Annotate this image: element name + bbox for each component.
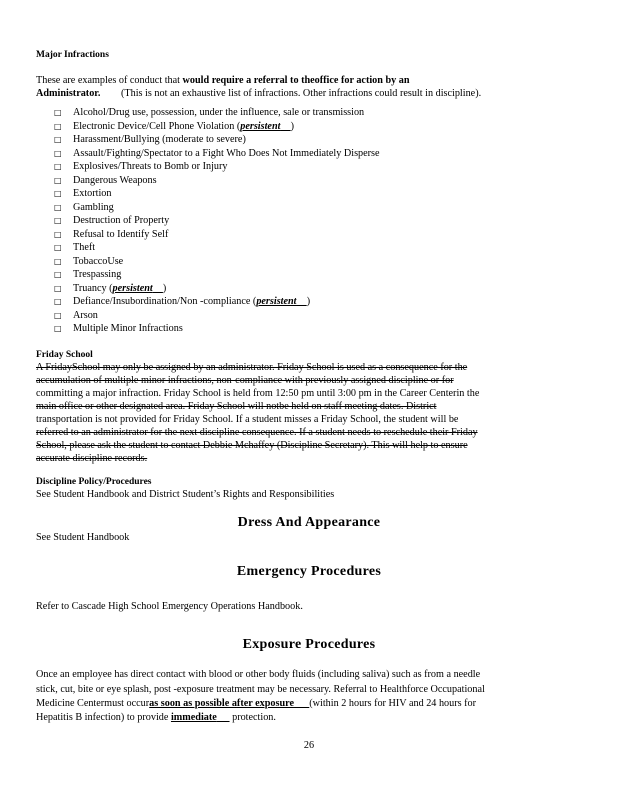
infraction-text: Electronic Device/Cell Phone Violation (persistent ): [73, 120, 295, 132]
exposure-text-a: Medicine Centermust occur: [36, 698, 150, 709]
bullet-box-icon: □: [54, 162, 62, 171]
bullet-box-icon: □: [54, 243, 62, 252]
bullet-box-icon: □: [54, 216, 62, 225]
infraction-text: Assault/Fighting/Spectator to a Fight Who Does Not Immediately Disperse: [73, 147, 380, 159]
bullet-box-icon: □: [54, 270, 62, 279]
infraction-text: Multiple Minor Infractions: [73, 323, 183, 334]
infraction-text: Destruction of Property: [73, 215, 170, 226]
exposure-text-c: (within 2 hours for HIV and 24 hours for: [309, 698, 477, 709]
friday-school-heading: Friday School: [36, 350, 93, 360]
persistent-emphasis: persistent: [256, 296, 297, 307]
friday-line-1: A FridaySchool may only be assigned by an administrator. Friday School is used as a consequence for the: [36, 362, 468, 373]
friday-line-5: transportation is not provided for Friday School. If a student misses a Friday School, the student will be: [36, 414, 459, 425]
dress-text: See Student Handbook: [36, 532, 130, 543]
page-number: 26: [303, 740, 315, 751]
exposure-immediate: immediate: [170, 712, 217, 723]
infraction-text: Gambling: [73, 201, 114, 213]
major-infractions-heading: Major Infractions: [36, 50, 109, 60]
friday-line-7: School, please ask the student to contact Debbie Mchaffey (Discipline Secretary). This will help to ensure: [36, 440, 468, 451]
persistent-emphasis: persistent: [240, 120, 281, 132]
dress-appearance-title: Dress And Appearance: [237, 515, 381, 530]
persistent-emphasis: persistent: [112, 282, 153, 294]
intro-note: (This is not an exhaustive list of infractions. Other infractions could result in discipline).: [120, 88, 482, 99]
intro-text: These are examples of conduct that: [36, 75, 183, 86]
infraction-text: Alcohol/Drug use, possession, under the influence, sale or transmission: [73, 107, 365, 118]
major-intro-line-1: [36, 75, 410, 87]
emergency-text: Refer to Cascade High School Emergency Operations Handbook.: [36, 601, 303, 612]
bullet-box-icon: □: [54, 324, 62, 333]
bullet-box-icon: □: [54, 121, 62, 131]
infraction-text: Theft: [73, 242, 96, 253]
bullet-box-icon: □: [54, 175, 62, 185]
infraction-text: Explosives/Threats to Bomb or Injury: [73, 161, 228, 172]
exposure-asap: as soon as possible after exposure: [149, 698, 294, 709]
bullet-box-icon: □: [54, 229, 62, 239]
infraction-text: Refusal to Identify Self: [73, 228, 169, 240]
exposure-line-4: [36, 712, 276, 724]
bullet-box-icon: □: [54, 189, 62, 198]
infraction-text: Arson: [73, 309, 98, 321]
bullet-box-icon: □: [54, 148, 62, 158]
friday-line-6: referred to an administrator for the next discipline consequence. If a student needs to reschedule their Friday: [36, 427, 478, 438]
bullet-box-icon: □: [54, 297, 62, 306]
bullet-box-icon: □: [54, 256, 62, 266]
friday-line-2: accumulation of multiple minor infractions, non-compliance with previously assigned discipline or for: [36, 375, 454, 386]
friday-line-4: main office or other designated area. Friday School will notbe held on staff meeting dates. District: [36, 401, 437, 412]
infraction-text: TobaccoUse: [73, 255, 124, 267]
infraction-text: Trespassing: [73, 269, 122, 280]
infraction-text: Extortion: [73, 188, 112, 199]
infraction-text: Dangerous Weapons: [73, 174, 157, 186]
exposure-procedures-title: Exposure Procedures: [242, 637, 376, 652]
emergency-procedures-title: Emergency Procedures: [236, 564, 382, 579]
bullet-box-icon: □: [54, 202, 62, 212]
discipline-heading: Discipline Policy/Procedures: [36, 477, 152, 487]
exposure-line-1: Once an employee has direct contact with blood or other body fluids (including saliva) such as from a needle: [36, 669, 481, 680]
exposure-text-d: Hepatitis B infection) to provide: [36, 712, 171, 723]
infraction-text: Truancy (persistent ): [73, 282, 167, 294]
major-intro-line-2: [36, 88, 481, 100]
infraction-text: Harassment/Bullying (moderate to severe): [73, 134, 246, 145]
intro-bold-text: would require a referral to theoffice for action by an: [182, 75, 410, 86]
exposure-line-2: stick, cut, bite or eye splash, post -exposure treatment may be necessary. Referral to Healthforce Occupational: [36, 684, 485, 695]
bullet-box-icon: □: [54, 108, 62, 117]
exposure-text-e: protection.: [229, 712, 276, 723]
friday-line-8: accurate discipline records.: [36, 453, 148, 464]
exposure-line-3: [36, 698, 476, 710]
intro-administrator: Administrator.: [36, 88, 101, 99]
bullet-box-icon: □: [54, 135, 62, 144]
bullet-box-icon: □: [54, 310, 62, 320]
discipline-text: See Student Handbook and District Student’s Rights and Responsibilities: [36, 489, 335, 500]
friday-line-3: committing a major infraction. Friday School is held from 12:50 pm until 3:00 pm in the Career Centerin the: [36, 388, 480, 399]
infraction-text: Defiance/Insubordination/Non -compliance (persistent ): [73, 296, 311, 307]
bullet-box-icon: □: [54, 283, 62, 293]
